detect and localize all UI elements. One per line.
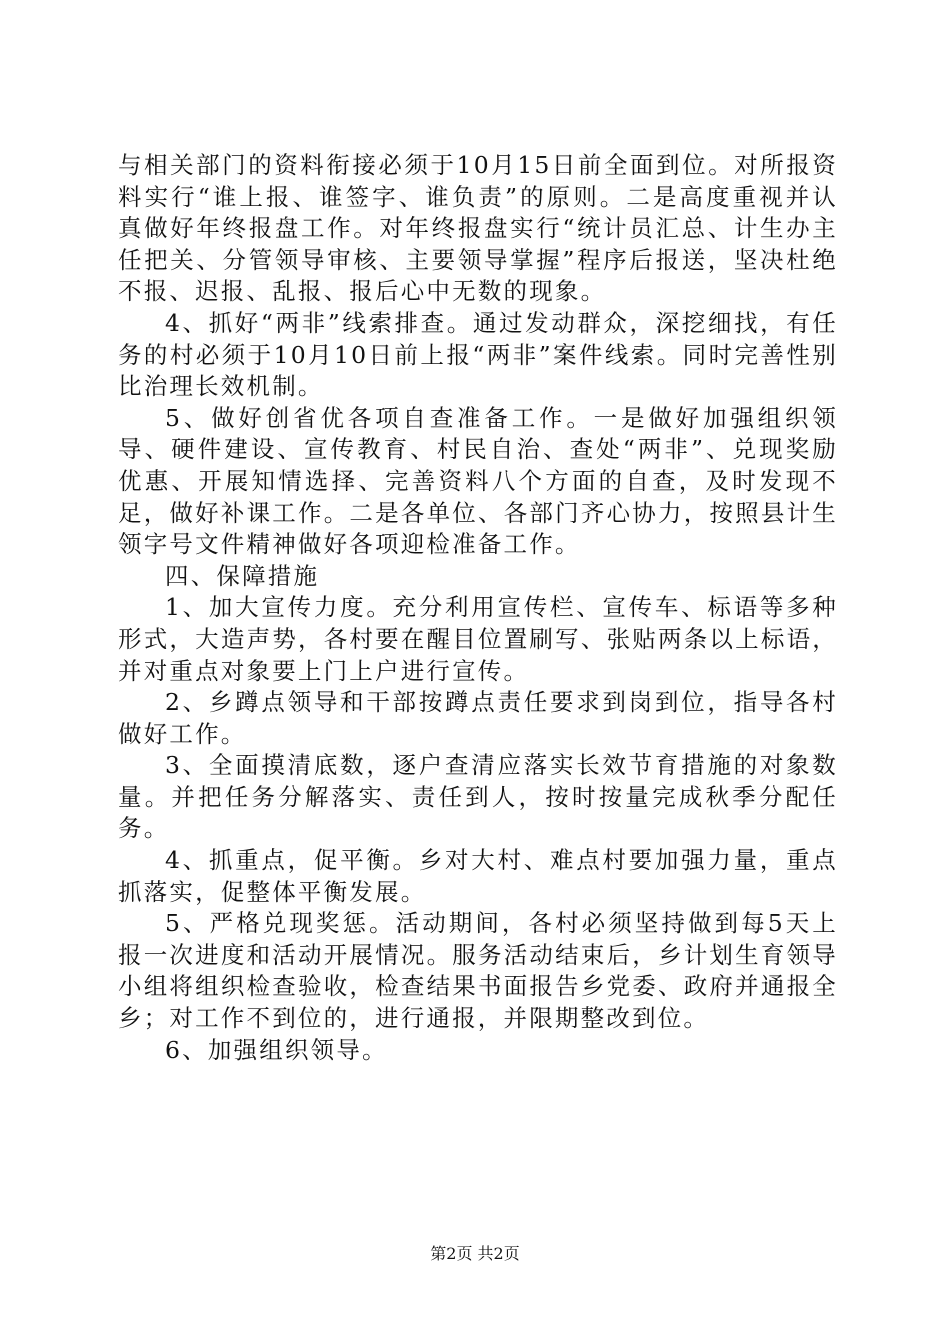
paragraph-measure-3: 3、全面摸清底数，逐户查清应落实长效节育措施的对象数量。并把任务分解落实、责任到人，按时按量完成秋季分配任务。 <box>118 751 838 843</box>
paragraph-item-4-clue-check: 4、抓好“两非”线索排查。通过发动群众，深挖细找，有任务的村必须于10月10日前上报“两非”案件线索。同时完善性别比治理长效机制。 <box>118 308 838 401</box>
section-heading-safeguards: 四、保障措施 <box>165 561 320 590</box>
paragraph-item-5-self-inspection: 5、做好创省优各项自查准备工作。一是做好加强组织领导、硬件建设、宣传教育、村民自治、查处“两非”、兑现奖励优惠、开展知情选择、完善资料八个方面的自查，及时发现不足，做好补课工作。二是各单位、各部门齐心协力，按照县计生领字号文件精神做好各项迎检准备工作。 <box>118 403 838 559</box>
paragraph-measure-4: 4、抓重点，促平衡。乡对大村、难点村要加强力量，重点抓落实，促整体平衡发展。 <box>118 846 838 906</box>
document-body <box>118 150 838 1066</box>
paragraph-continuation: 与相关部门的资料衔接必须于10月15日前全面到位。对所报资料实行“谁上报、谁签字、谁负责”的原则。二是高度重视并认真做好年终报盘工作。对年终报盘实行“统计员汇总、计生办主任把关、分管领导审核、主要领导掌握”程序后报送，坚决杜绝不报、迟报、乱报、报后心中无数的现象。 <box>118 151 838 306</box>
paragraph-measure-1: 1、加大宣传力度。充分利用宣传栏、宣传车、标语等多种形式，大造声势，各村要在醒目位置刷写、张贴两条以上标语，并对重点对象要上门上户进行宣传。 <box>118 593 838 685</box>
paragraph-measure-2: 2、乡蹲点领导和干部按蹲点责任要求到岗到位，指导各村做好工作。 <box>118 688 838 748</box>
paragraph-measure-5: 5、严格兑现奖惩。活动期间，各村必须坚持做到每5天上报一次进度和活动开展情况。服务活动结束后，乡计划生育领导小组将组织检查验收，检查结果书面报告乡党委、政府并通报全乡；对工作不到位的，进行通报，并限期整改到位。 <box>118 909 838 1033</box>
page-number-footer: 第2页 共2页 <box>430 1244 520 1263</box>
paragraph-measure-6: 6、加强组织领导。 <box>165 1035 388 1064</box>
